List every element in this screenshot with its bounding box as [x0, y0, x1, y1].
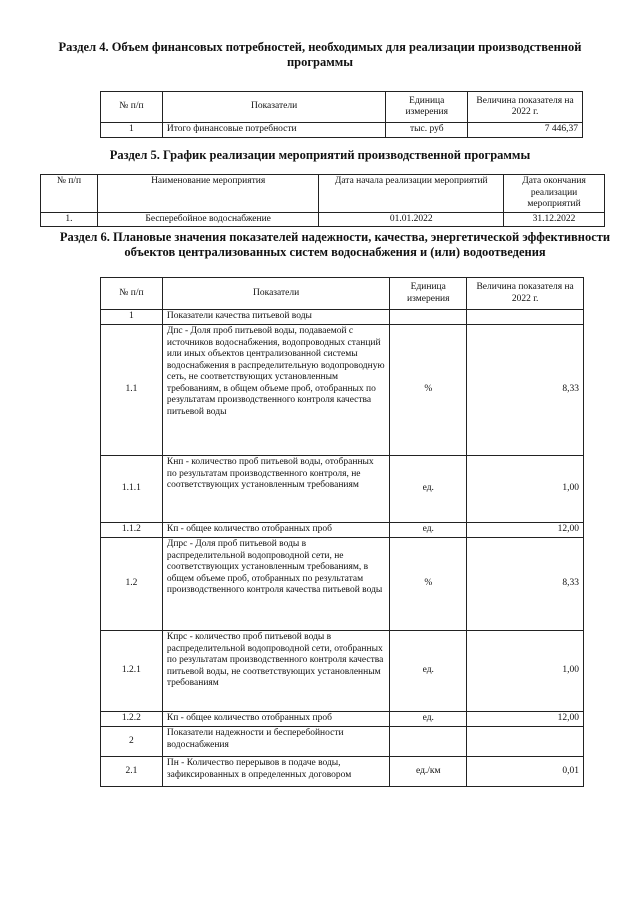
- cell-value: 12,00: [467, 523, 584, 538]
- table-header-row: [101, 92, 583, 123]
- cell-unit: ед.: [390, 523, 467, 538]
- cell-indicator: Кнп - количество проб питьевой воды, отобранных по результатам производственного контроля, не соответствующих установленным требованиям: [162, 456, 389, 523]
- section4-heading: [40, 40, 600, 70]
- cell-value: 8,33: [467, 325, 584, 456]
- cell-value: 1,00: [467, 631, 584, 712]
- schedule-table: [40, 174, 605, 227]
- cell-indicator: Дпрс - Доля проб питьевой воды в распределительной водопроводной сети, не соответствующих установленным требованиям, в общем объеме проб, отобранных по результатам производственного контроля качества питьевой воды: [162, 538, 389, 631]
- indicators-table: [100, 277, 584, 787]
- cell-num: 1: [101, 123, 163, 138]
- cell-indicator: Итого финансовые потребности: [162, 123, 385, 138]
- table-row: [101, 631, 584, 712]
- cell-value: 1,00: [467, 456, 584, 523]
- cell-num: 1.: [41, 212, 98, 227]
- cell-num: 1.1.2: [101, 523, 163, 538]
- section5-heading: Раздел 5. График реализации мероприятий производственной программы: [109, 148, 531, 162]
- header-num: № п/п: [101, 92, 163, 123]
- table-row: [101, 757, 584, 787]
- table-row: [101, 325, 584, 456]
- section6-heading: [40, 230, 630, 260]
- cell-unit: %: [390, 325, 467, 456]
- cell-start-date: 01.01.2022: [319, 212, 504, 227]
- cell-value: [467, 310, 584, 325]
- cell-indicator: Пн - Количество перерывов в подаче воды, зафиксированных в определенных договором: [162, 757, 389, 787]
- header-unit: Единица измерения: [390, 278, 467, 310]
- section4-heading-line1: Раздел 4. Объем финансовых потребностей, необходимых для реализации производственной: [58, 40, 582, 54]
- cell-num: 2: [101, 727, 163, 757]
- section4-heading-line2: программы: [286, 55, 354, 69]
- header-name: Наименование мероприятия: [97, 175, 319, 213]
- section6-heading-line1: Раздел 6. Плановые значения показателей надежности, качества, энергетической эффективности: [59, 230, 611, 244]
- cell-value: 12,00: [467, 712, 584, 727]
- cell-num: 1.1.1: [101, 456, 163, 523]
- header-value: Величина показателя на 2022 г.: [467, 278, 584, 310]
- cell-num: 2.1: [101, 757, 163, 787]
- table-row: [101, 456, 584, 523]
- cell-num: 1.2: [101, 538, 163, 631]
- table-header-row: [101, 278, 584, 310]
- cell-unit: ед.: [390, 631, 467, 712]
- header-unit: Единица измерения: [386, 92, 468, 123]
- cell-indicator: Дпс - Доля проб питьевой воды, подаваемой с источников водоснабжения, водопроводных станций или иных объектов централизованной системы водоснабжения в распределительную водопроводную сеть, не соответствующих установленным требованиям, в общем объеме проб, отобранных по результатам производственного контроля качества питьевой воды: [162, 325, 389, 456]
- cell-end-date: 31.12.2022: [504, 212, 605, 227]
- table-row: [101, 538, 584, 631]
- cell-indicator: Показатели надежности и бесперебойности водоснабжения: [162, 727, 389, 757]
- cell-name: Бесперебойное водоснабжение: [97, 212, 319, 227]
- cell-unit: %: [390, 538, 467, 631]
- table-row: [101, 123, 583, 138]
- cell-unit: ед.: [390, 456, 467, 523]
- header-start-date: Дата начала реализации мероприятий: [319, 175, 504, 213]
- cell-num: 1.1: [101, 325, 163, 456]
- cell-value: 8,33: [467, 538, 584, 631]
- table-row: [101, 712, 584, 727]
- cell-unit: ед./км: [390, 757, 467, 787]
- header-num: № п/п: [101, 278, 163, 310]
- table-row: [41, 212, 605, 227]
- cell-num: 1: [101, 310, 163, 325]
- header-indicator: Показатели: [162, 92, 385, 123]
- cell-indicator: Кпрс - количество проб питьевой воды в распределительной водопроводной сети, отобранных по результатам производственного контроля качества питьевой воды, не соответствующих установленным требованиям: [162, 631, 389, 712]
- cell-value: [467, 727, 584, 757]
- table-row: [101, 727, 584, 757]
- cell-indicator: Кп - общее количество отобранных проб: [162, 712, 389, 727]
- cell-unit: ед.: [390, 712, 467, 727]
- cell-value: 7 446,37: [468, 123, 583, 138]
- financial-needs-table: [100, 91, 583, 138]
- table-row: [101, 310, 584, 325]
- cell-indicator: Кп - общее количество отобранных проб: [162, 523, 389, 538]
- header-indicator: Показатели: [162, 278, 389, 310]
- table-header-row: [41, 175, 605, 213]
- section6-heading-line2: объектов централизованных систем водоснабжения и (или) водоотведения: [124, 245, 546, 259]
- cell-unit: [390, 727, 467, 757]
- cell-indicator: Показатели качества питьевой воды: [162, 310, 389, 325]
- cell-num: 1.2.2: [101, 712, 163, 727]
- header-num: № п/п: [41, 175, 98, 213]
- table-row: [101, 523, 584, 538]
- header-end-date: Дата окончания реализации мероприятий: [504, 175, 605, 213]
- cell-value: 0,01: [467, 757, 584, 787]
- header-value: Величина показателя на 2022 г.: [468, 92, 583, 123]
- cell-unit: [390, 310, 467, 325]
- cell-unit: тыс. руб: [386, 123, 468, 138]
- cell-num: 1.2.1: [101, 631, 163, 712]
